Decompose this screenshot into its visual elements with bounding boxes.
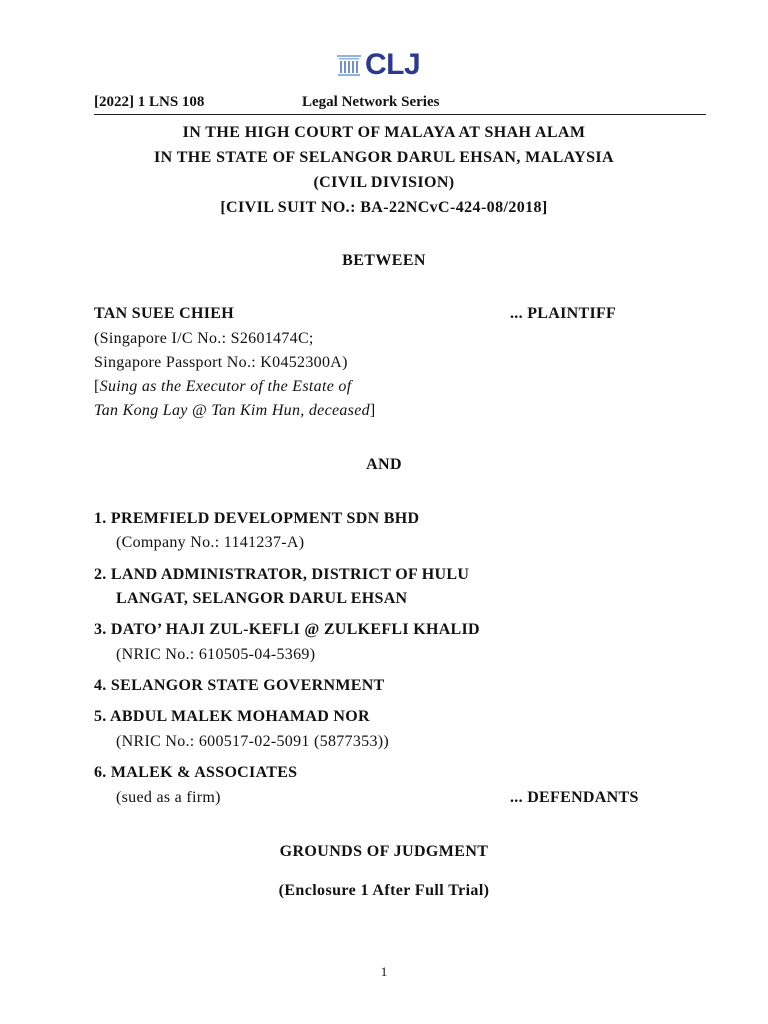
defendant-5-name: 5. ABDUL MALEK MOHAMAD NOR xyxy=(94,708,370,725)
capacity-text-2: Tan Kong Lay @ Tan Kim Hun, deceased xyxy=(94,402,370,419)
bracket-open: [ xyxy=(94,378,100,395)
header-rule xyxy=(94,114,706,115)
grounds-heading: GROUNDS OF JUDGMENT xyxy=(279,843,489,860)
suit-number: [CIVIL SUIT NO.: BA-22NCvC-424-08/2018] xyxy=(220,199,548,216)
plaintiff-passport: Singapore Passport No.: K0452300A) xyxy=(94,354,348,371)
plaintiff-ic: (Singapore I/C No.: S2601474C; xyxy=(94,330,314,347)
court-line-3: (CIVIL DIVISION) xyxy=(313,174,455,191)
clj-logo xyxy=(336,49,420,81)
plaintiff-capacity-2 xyxy=(94,402,376,420)
bracket-close: ] xyxy=(369,402,376,419)
between-heading: BETWEEN xyxy=(342,252,426,269)
enclosure-subheading: (Enclosure 1 After Full Trial) xyxy=(278,882,490,899)
logo-text: CLJ xyxy=(365,48,421,81)
defendant-4-name: 4. SELANGOR STATE GOVERNMENT xyxy=(94,677,385,694)
series-name: Legal Network Series xyxy=(302,94,440,110)
defendant-1-detail: (Company No.: 1141237-A) xyxy=(116,534,305,551)
running-header xyxy=(94,94,706,114)
defendants-role: ... DEFENDANTS xyxy=(510,789,639,806)
defendant-2-detail: LANGAT, SELANGOR DARUL EHSAN xyxy=(116,590,408,607)
capacity-text-1: Suing as the Executor of the Estate of xyxy=(99,378,352,395)
court-line-1: IN THE HIGH COURT OF MALAYA AT SHAH ALAM xyxy=(182,124,586,141)
defendant-5-detail: (NRIC No.: 600517-02-5091 (5877353)) xyxy=(116,733,389,750)
court-line-2: IN THE STATE OF SELANGOR DARUL EHSAN, MALAYSIA xyxy=(154,149,614,166)
defendant-6-name: 6. MALEK & ASSOCIATES xyxy=(94,764,298,781)
defendant-1-name: 1. PREMFIELD DEVELOPMENT SDN BHD xyxy=(94,510,420,527)
citation: [2022] 1 LNS 108 xyxy=(94,94,205,110)
defendant-3-detail: (NRIC No.: 610505-04-5369) xyxy=(116,646,316,663)
plaintiff-role: ... PLAINTIFF xyxy=(510,305,617,322)
plaintiff-name: TAN SUEE CHIEH xyxy=(94,305,234,322)
plaintiff-capacity-1 xyxy=(94,378,351,396)
and-heading: AND xyxy=(366,456,402,473)
page-number: 1 xyxy=(380,964,388,979)
pillars-icon xyxy=(336,52,362,78)
defendant-2-name: 2. LAND ADMINISTRATOR, DISTRICT OF HULU xyxy=(94,566,470,583)
defendant-6-detail: (sued as a firm) xyxy=(116,789,221,806)
defendant-3-name: 3. DATO’ HAJI ZUL-KEFLI @ ZULKEFLI KHALID xyxy=(94,621,480,638)
